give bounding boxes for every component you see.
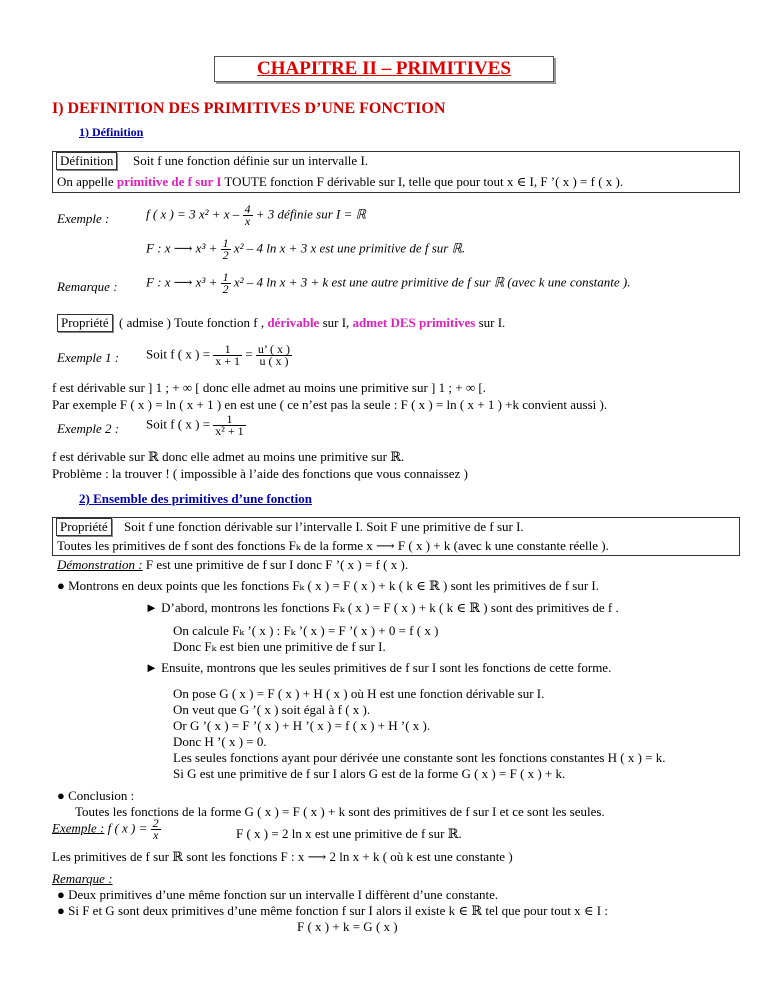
section-heading-1: I) DEFINITION DES PRIMITIVES D’UNE FONCTION [52,100,446,117]
demonstration [57,557,408,573]
denominator: x² + 1 [215,424,244,438]
prop-c: sur I. [475,315,506,330]
proof-line-2: On veut que G ’( x ) soit égal à f ( x ). [173,702,371,717]
remark-label: Remarque : [57,279,118,294]
bullet-conclusion: ● Conclusion : [57,788,135,803]
ex-f-a: f ( x ) = 3 x² + x – [146,206,240,222]
example2-formula [146,414,246,437]
denominator: 2 [222,282,229,296]
fraction [221,272,231,295]
property2-line-1: Soit f une fonction dérivable sur l’intervalle I. Soit F une primitive de f sur I. [124,519,524,534]
example-F [146,238,465,261]
calc-line-2: Donc Fₖ est bien une primitive de f sur I. [173,639,386,654]
calc-line-1: On calcule Fₖ ’( x ) : Fₖ ’( x ) = F ’( x ) + 0 = f ( x ) [173,623,439,638]
example1-label: Exemple 1 : [57,350,120,365]
fraction [243,204,253,227]
remark-line-3: F ( x ) + k = G ( x ) [297,919,398,934]
property-line-1 [119,315,505,331]
rem-b: x² – 4 ln x + 3 + k est une autre primitive de f sur ℝ (avec k une constante ). [233,274,631,290]
arrow-point-2: ► Ensuite, montrons que les seules primitives de f sur I sont les fonctions de cette forme. [145,660,612,675]
numerator: 1 [222,236,229,250]
example-label: Exemple : [57,211,110,226]
prop-a: ( admise ) Toute fonction f , [119,315,268,330]
proof-line-3: Or G ’( x ) = F ’( x ) + H ’( x ) = f ( x ) + H ’( x ). [173,718,431,733]
denominator: x + 1 [215,354,241,368]
chapter-title: CHAPITRE II – PRIMITIVES [257,58,511,79]
example1-line-1: f est dérivable sur ] 1 ; + ∞ [ donc elle admet au moins une primitive sur ] 1 ; + ∞ [. [52,380,486,395]
numerator: u’ ( x ) [257,342,291,356]
fraction [221,238,231,261]
example2-line-1: f est dérivable sur ℝ donc elle admet au moins une primitive sur ℝ. [52,449,405,464]
ex-F-a: F : x ⟶ x³ + [146,240,218,256]
denominator: 2 [222,248,229,262]
ex-f-b: + 3 définie sur I = ℝ [255,206,366,222]
remark-F [146,272,630,295]
example1-formula [146,344,292,367]
ex1-a: Soit f ( x ) = [146,346,211,362]
example2-label: Exemple 2 : [57,421,120,436]
demo-label: Démonstration : [57,557,143,572]
fraction [256,344,292,367]
remark-label-2: Remarque : [52,871,113,886]
numerator: 2 [152,816,159,830]
rem-a: F : x ⟶ x³ + [146,274,218,290]
conclusion-text: Toutes les fonctions de la forme G ( x ) = F ( x ) + k sont des primitives de f sur I et ce sont les seules. [75,804,605,819]
denominator: u ( x ) [259,354,289,368]
example-result: F ( x ) = 2 ln x est une primitive de f sur ℝ. [236,826,462,841]
prop-highlight-1: dérivable [267,315,320,330]
prop-highlight-2: admet DES primitives [352,315,476,330]
example1-line-2: Par exemple F ( x ) = ln ( x + 1 ) en est une ( ce n’est pas la seule : F ( x ) = ln ( x + 1 ) +k convient aussi ). [52,397,608,412]
fraction [213,344,242,367]
proof-line-6: Si G est une primitive de f sur I alors G est de la forme G ( x ) = F ( x ) + k. [173,766,566,781]
numerator: 4 [244,202,251,216]
proof-line-4: Donc H ’( x ) = 0. [173,734,267,749]
def-text-a: On appelle [57,174,117,189]
numerator: 1 [213,414,245,426]
ex-label: Exemple : [52,820,105,836]
subsection-definition: 1) Définition [79,125,144,139]
fraction [213,414,245,437]
proof-line-1: On pose G ( x ) = F ( x ) + H ( x ) où H est une fonction dérivable sur I. [173,686,545,701]
ex2-a: Soit f ( x ) = [146,416,211,432]
prop-b: sur I, [319,315,353,330]
fraction [151,818,161,841]
remark-line-2: ● Si F et G sont deux primitives d’une même fonction f sur I alors il existe k ∈ ℝ tel que pour tout x ∈ I : [57,903,608,918]
def-highlight: primitive de f sur I [116,174,222,189]
remark-line-1: ● Deux primitives d’une même fonction sur un intervalle I diffèrent d’une constante. [57,887,499,902]
example-primitives [52,818,161,841]
property-tag-2: Propriété [56,518,112,536]
primitives-line: Les primitives de f sur ℝ sont les fonctions F : x ⟶ 2 ln x + k ( où k est une constante ) [52,849,513,864]
ex1-eq: = [245,346,253,362]
numerator: 1 [222,270,229,284]
def-text-b: TOUTE fonction F dérivable sur I, telle que pour tout x ∈ I, F ’( x ) = f ( x ). [221,174,624,189]
property-tag-1: Propriété [57,314,113,332]
definition-tag: Définition [56,152,117,170]
ex-F-b: x² – 4 ln x + 3 x est une primitive de f sur ℝ. [233,240,466,256]
proof-line-5: Les seules fonctions ayant pour dérivée une constante sont les fonctions constantes H ( x ) = k. [173,750,666,765]
example-f [146,204,366,227]
demo-text: F est une primitive de f sur I donc F ’( x ) = f ( x ). [142,557,409,572]
definition-line-2 [57,174,623,190]
example2-line-2: Problème : la trouver ! ( impossible à l’aide des fonctions que vous connaissez ) [52,466,468,481]
arrow-point-1: ► D’abord, montrons les fonctions Fₖ ( x ) = F ( x ) + k ( k ∈ ℝ ) sont des primitives de f . [145,600,619,615]
bullet-1: ● Montrons en deux points que les fonctions Fₖ ( x ) = F ( x ) + k ( k ∈ ℝ ) sont les primitives de f sur I. [57,578,599,593]
chapter-title-box [214,56,554,82]
numerator: 1 [213,344,242,356]
denominator: x [244,214,251,228]
denominator: x [152,828,159,842]
property2-line-2: Toutes les primitives de f sont des fonctions Fₖ de la forme x ⟶ F ( x ) + k (avec k une constante réelle ). [57,538,609,553]
ex-a: f ( x ) = [104,820,148,836]
subsection-ensemble: 2) Ensemble des primitives d’une fonction [79,491,312,506]
definition-line-1: Soit f une fonction définie sur un intervalle I. [133,153,369,168]
